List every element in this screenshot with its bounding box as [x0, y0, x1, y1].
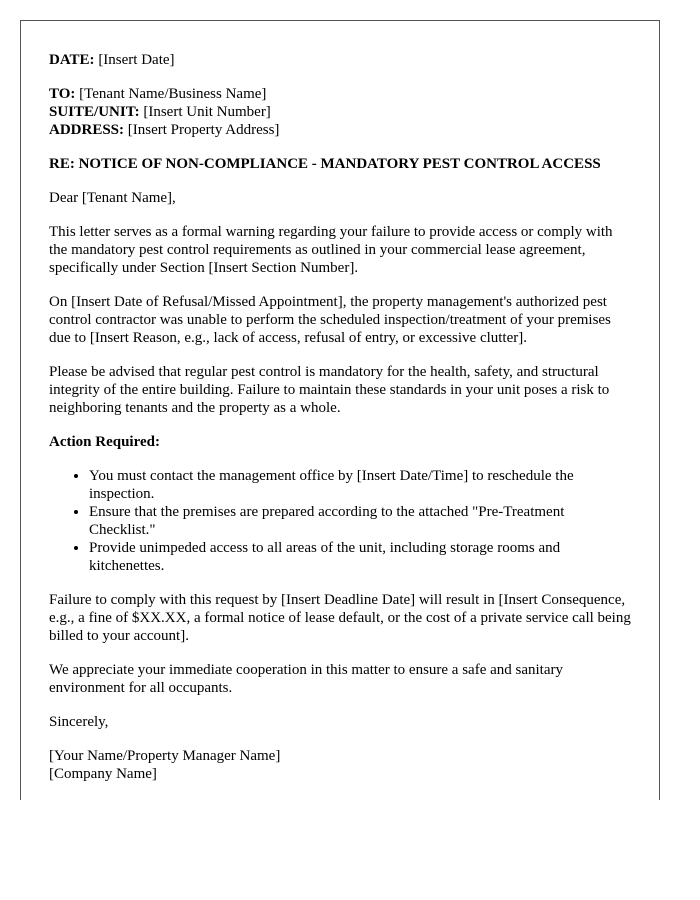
action-item: • You must contact the management office by [Insert Date/Time] to reschedule the inspection.	[89, 467, 631, 503]
closing-paragraph: We appreciate your immediate cooperation in this matter to ensure a safe and sanitary environment for all occupants.	[49, 662, 564, 696]
date-value: [Insert Date]	[94, 52, 175, 68]
date-line	[49, 51, 631, 69]
body-paragraph: Please be advised that regular pest control is mandatory for the health, safety, and structural integrity of the entire building. Failure to maintain these standards in your unit poses a risk to neighboring tenants and the property as a whole.	[49, 364, 610, 416]
action-heading: Action Required:	[49, 434, 160, 450]
signature-company: [Company Name]	[49, 766, 157, 782]
date-label: DATE:	[49, 52, 95, 68]
address-line	[49, 121, 631, 139]
signature-name: [Your Name/Property Manager Name]	[49, 748, 281, 764]
suite-line	[49, 103, 631, 121]
letter-page	[20, 20, 660, 800]
to-label: TO:	[49, 86, 76, 102]
subject-line: RE: NOTICE OF NON-COMPLIANCE - MANDATORY PEST CONTROL ACCESS	[49, 156, 601, 172]
body-paragraph: On [Insert Date of Refusal/Missed Appointment], the property management's authorized pest control contractor was unable to perform the scheduled inspection/treatment of your premises due to [Insert Reason, e.g., lack of access, refusal of entry, or excessive clutter].	[49, 294, 611, 346]
action-item: • Provide unimpeded access to all areas of the unit, including storage rooms and kitchenettes.	[89, 539, 631, 575]
body-paragraph: This letter serves as a formal warning regarding your failure to provide access or comply with the mandatory pest control requirements as outlined in your commercial lease agreement, specifically under Section [Insert Section Number].	[49, 224, 613, 276]
address-value: [Insert Property Address]	[124, 122, 280, 138]
suite-value: [Insert Unit Number]	[139, 104, 271, 120]
salutation: Dear [Tenant Name],	[49, 190, 176, 206]
to-line	[49, 85, 631, 103]
to-value: [Tenant Name/Business Name]	[75, 86, 267, 102]
action-item: • Ensure that the premises are prepared according to the attached "Pre-Treatment Checklist."	[89, 503, 631, 539]
recipient-block	[49, 85, 631, 139]
suite-label: SUITE/UNIT:	[49, 104, 140, 120]
action-list	[49, 467, 631, 575]
address-label: ADDRESS:	[49, 122, 125, 138]
closing-paragraph: Failure to comply with this request by [Insert Deadline Date] will result in [Insert Consequence, e.g., a fine of $XX.XX, a formal notice of lease default, or the cost of a private service call being billed to your account].	[49, 592, 631, 644]
signoff: Sincerely,	[49, 714, 109, 730]
